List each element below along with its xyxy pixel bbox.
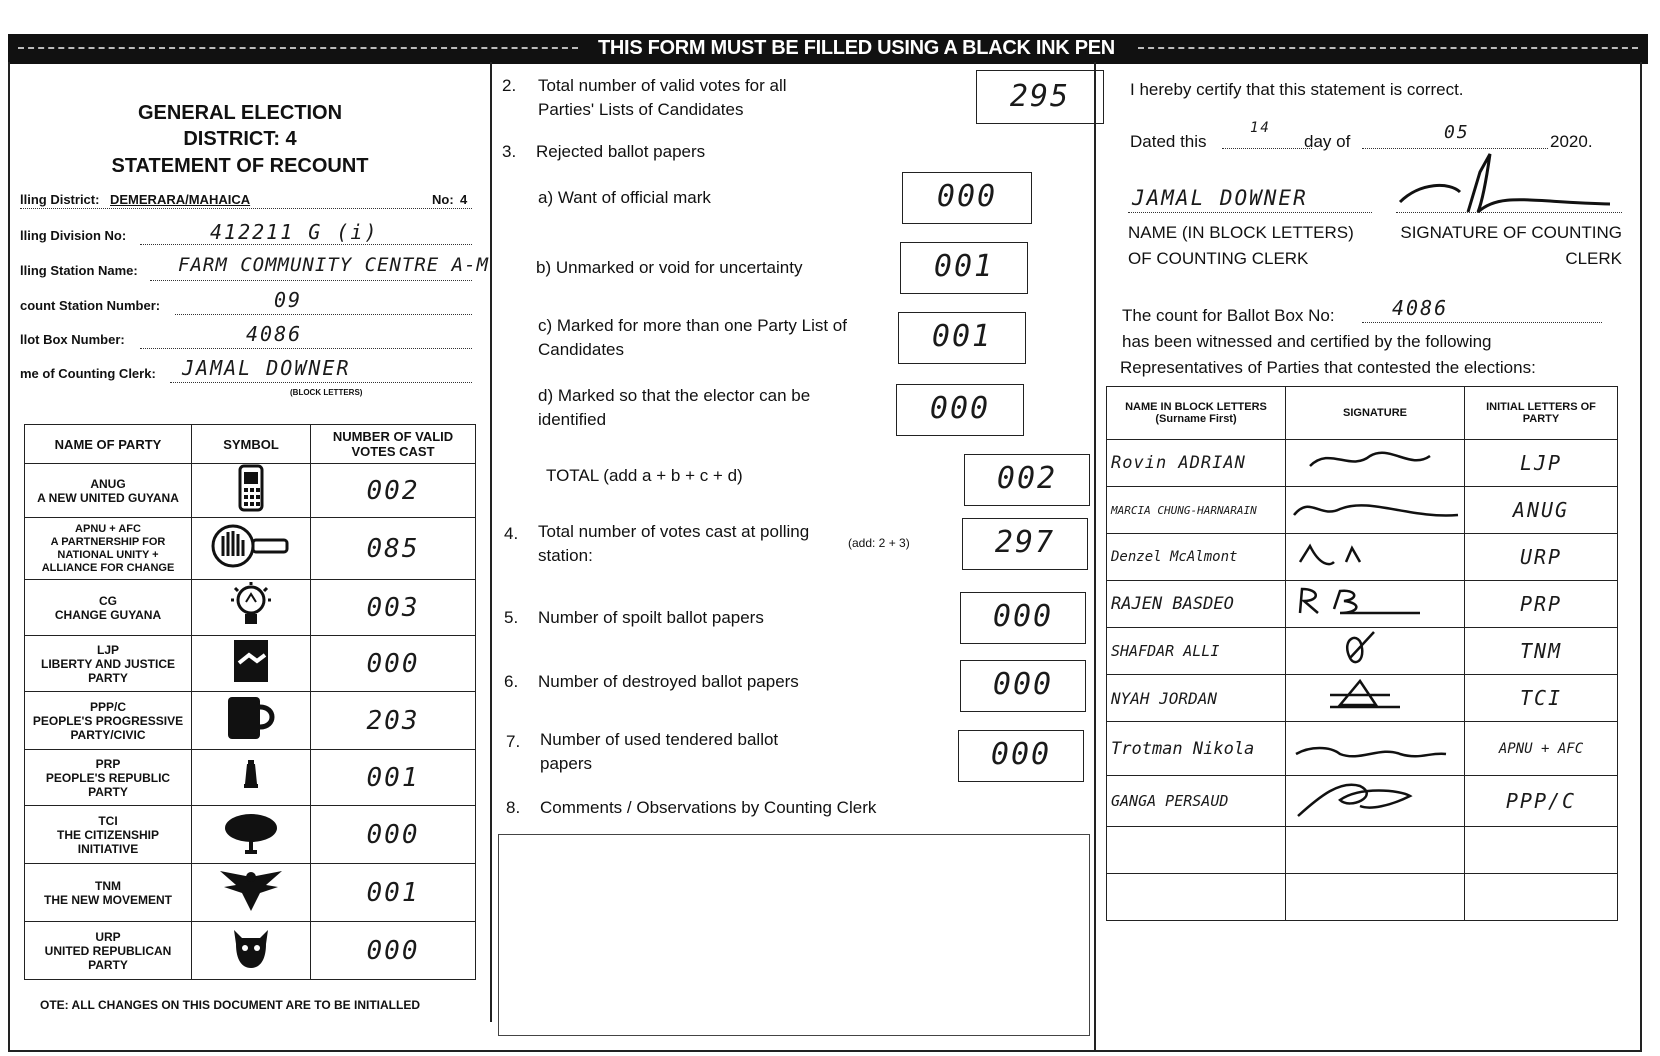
rep-row bbox=[1107, 534, 1618, 581]
rep-name bbox=[1107, 827, 1286, 874]
rep-row bbox=[1107, 581, 1618, 628]
party-name-cell bbox=[25, 750, 192, 806]
witness-text-2: Representatives of Parties that contested the elections: bbox=[1120, 358, 1536, 377]
party-row bbox=[25, 922, 476, 980]
party-row bbox=[25, 806, 476, 864]
item5-number: 5. bbox=[504, 608, 519, 627]
item8-text: Comments / Observations by Counting Clerk bbox=[540, 798, 877, 817]
rep-party: TCI bbox=[1465, 675, 1618, 722]
banner-text: THIS FORM MUST BE FILLED USING A BLACK INK PEN bbox=[598, 37, 1115, 59]
clerk-signature bbox=[1390, 152, 1620, 222]
title-district: DISTRICT: 4 bbox=[183, 128, 297, 150]
party-votes: 000 bbox=[311, 806, 476, 864]
party-name-cell bbox=[25, 636, 192, 692]
party-row bbox=[25, 580, 476, 636]
party-abbrev: TCI bbox=[98, 813, 118, 828]
party-row bbox=[25, 518, 476, 580]
column-divider-right bbox=[1094, 62, 1096, 1050]
party-votes: 085 bbox=[311, 518, 476, 580]
phone-icon bbox=[192, 464, 311, 518]
party-row bbox=[25, 750, 476, 806]
party-name-cell bbox=[25, 692, 192, 750]
form-banner bbox=[8, 34, 1648, 64]
rep-name: MARCIA CHUNG-HARNARAIN bbox=[1107, 487, 1286, 534]
item7-box: 000 bbox=[958, 730, 1084, 782]
rep-signature bbox=[1286, 827, 1465, 874]
clerk-name-label-1: NAME (IN BLOCK LETTERS) bbox=[1128, 223, 1354, 242]
header-rep-party: INITIAL LETTERS OF PARTY bbox=[1465, 387, 1618, 440]
day-of-label: day of bbox=[1304, 132, 1351, 151]
ballot-box-label: llot Box Number: bbox=[20, 332, 125, 347]
hand-key-icon bbox=[192, 518, 311, 580]
item3-text: Rejected ballot papers bbox=[536, 142, 706, 161]
polling-district-no-label: No: bbox=[432, 192, 454, 207]
item5-box: 000 bbox=[960, 592, 1086, 644]
handshake-icon bbox=[192, 636, 311, 692]
item3b-box: 001 bbox=[900, 242, 1028, 294]
party-fullname: CHANGE GUYANA bbox=[54, 607, 162, 622]
total-text: TOTAL (add a + b + c + d) bbox=[546, 466, 743, 485]
party-votes: 001 bbox=[311, 864, 476, 922]
party-abbrev: CG bbox=[99, 593, 117, 608]
item6-number: 6. bbox=[504, 672, 519, 691]
party-abbrev: PPP/C bbox=[89, 699, 126, 714]
item3-number: 3. bbox=[502, 142, 517, 161]
item2-text-1: Total number of valid votes for all bbox=[538, 76, 787, 95]
item7-text-2: papers bbox=[540, 754, 592, 773]
eagle-icon bbox=[192, 864, 311, 922]
dated-month-value: 05 bbox=[1444, 122, 1470, 143]
clerk-name-label bbox=[1128, 220, 1354, 272]
banner-rule-left bbox=[18, 47, 578, 49]
polling-division-value: 412211 G (i) bbox=[210, 220, 379, 244]
rep-signature bbox=[1286, 440, 1465, 487]
lamp-icon bbox=[192, 750, 311, 806]
party-row bbox=[25, 864, 476, 922]
header-party-name: NAME OF PARTY bbox=[25, 425, 192, 464]
polling-station-label: lling Station Name: bbox=[20, 263, 138, 278]
dated-month-line bbox=[1362, 148, 1548, 149]
party-votes: 203 bbox=[311, 692, 476, 750]
rep-signature bbox=[1286, 487, 1465, 534]
counting-clerk-label: me of Counting Clerk: bbox=[20, 366, 156, 381]
witness-text-1: has been witnessed and certified by the following bbox=[1122, 332, 1492, 351]
rep-row bbox=[1107, 776, 1618, 827]
dated-label: Dated this bbox=[1130, 132, 1207, 151]
polling-district-no-value: 4 bbox=[460, 192, 468, 207]
party-fullname-2: NATIONAL UNITY + bbox=[57, 548, 159, 561]
block-letters-note: (BLOCK LETTERS) bbox=[290, 388, 363, 397]
item7-number: 7. bbox=[506, 732, 521, 751]
item4-box: 297 bbox=[962, 518, 1088, 570]
reps-header bbox=[1107, 387, 1618, 440]
rep-row bbox=[1107, 628, 1618, 675]
rep-party: LJP bbox=[1465, 440, 1618, 487]
party-votes-table bbox=[24, 424, 476, 980]
rep-signature bbox=[1286, 534, 1465, 581]
party-fullname-1: PEOPLE'S REPUBLIC bbox=[45, 770, 171, 785]
item2-number: 2. bbox=[502, 76, 517, 95]
party-row bbox=[25, 692, 476, 750]
item4-number: 4. bbox=[504, 524, 519, 543]
header-votes: NUMBER OF VALID VOTES CAST bbox=[311, 425, 476, 464]
item3c-box: 001 bbox=[898, 312, 1026, 364]
rep-signature bbox=[1286, 722, 1465, 776]
item3d-text-1: d) Marked so that the elector can be bbox=[538, 386, 811, 405]
dated-day-value: 14 bbox=[1250, 120, 1271, 136]
tree-icon bbox=[192, 806, 311, 864]
item4-text bbox=[538, 520, 809, 568]
item3c-text-1: c) Marked for more than one Party List of bbox=[538, 316, 847, 335]
party-fullname-3: ALLIANCE FOR CHANGE bbox=[41, 561, 175, 574]
rep-name: SHAFDAR ALLI bbox=[1107, 628, 1286, 675]
party-row bbox=[25, 464, 476, 518]
rep-party: TNM bbox=[1465, 628, 1618, 675]
party-fullname-2: INITIATIVE bbox=[77, 841, 139, 856]
party-abbrev: ANUG bbox=[90, 476, 126, 491]
item3a-text: a) Want of official mark bbox=[538, 188, 711, 207]
ballot-box-line bbox=[140, 348, 472, 349]
party-fullname-1: UNITED REPUBLICAN bbox=[44, 943, 172, 958]
rep-party bbox=[1465, 874, 1618, 921]
item3c-text-2: Candidates bbox=[538, 340, 625, 359]
item3a-box: 000 bbox=[902, 172, 1032, 224]
party-fullname-2: PARTY bbox=[88, 784, 128, 799]
party-name-cell bbox=[25, 806, 192, 864]
header-symbol: SYMBOL bbox=[192, 425, 311, 464]
rep-signature bbox=[1286, 628, 1465, 675]
party-fullname-2: PARTY bbox=[88, 670, 128, 685]
rep-party: PRP bbox=[1465, 581, 1618, 628]
party-abbrev: APNU + AFC bbox=[75, 522, 141, 535]
rep-row bbox=[1107, 675, 1618, 722]
ballot-count-label: The count for Ballot Box No: bbox=[1122, 306, 1335, 325]
polling-district-value: DEMERARA/MAHAICA bbox=[110, 192, 251, 207]
party-fullname-1: A PARTNERSHIP FOR bbox=[50, 535, 166, 548]
comments-box bbox=[498, 834, 1090, 1036]
rep-name: Denzel McAlmont bbox=[1107, 534, 1286, 581]
ballot-count-line bbox=[1362, 322, 1602, 323]
rep-row bbox=[1107, 722, 1618, 776]
clerk-signature-label bbox=[1396, 220, 1622, 272]
party-fullname-1: THE CITIZENSHIP bbox=[56, 827, 159, 842]
polling-station-value: FARM COMMUNITY CENTRE A-M bbox=[178, 254, 489, 276]
banner-rule-right bbox=[1138, 47, 1638, 49]
polling-division-label: lling Division No: bbox=[20, 228, 127, 243]
rep-party: URP bbox=[1465, 534, 1618, 581]
recount-station-value: 09 bbox=[274, 288, 303, 312]
party-abbrev: TNM bbox=[95, 878, 121, 893]
rep-row bbox=[1107, 440, 1618, 487]
representatives-table bbox=[1106, 386, 1618, 921]
party-votes: 000 bbox=[311, 636, 476, 692]
title-general-election: GENERAL ELECTION bbox=[137, 102, 343, 124]
rep-signature bbox=[1286, 874, 1465, 921]
party-abbrev: PRP bbox=[95, 756, 121, 771]
rep-row-empty bbox=[1107, 827, 1618, 874]
party-votes: 000 bbox=[311, 922, 476, 980]
item2-text bbox=[538, 74, 787, 122]
item7-text-1: Number of used tendered ballot bbox=[540, 730, 779, 749]
header-rep-name: NAME IN BLOCK LETTERS (Surname First) bbox=[1107, 387, 1286, 440]
clerk-signature-label-2: CLERK bbox=[1565, 249, 1622, 268]
cup-icon bbox=[192, 692, 311, 750]
item4-note: (add: 2 + 3) bbox=[848, 536, 910, 550]
item2-valid-votes-box: 295 bbox=[976, 70, 1104, 124]
lightbulb-icon bbox=[192, 580, 311, 636]
item3c-text bbox=[538, 314, 847, 362]
rep-name: RAJEN BASDEO bbox=[1107, 581, 1286, 628]
rep-name bbox=[1107, 874, 1286, 921]
rep-signature bbox=[1286, 581, 1465, 628]
rep-party bbox=[1465, 827, 1618, 874]
rep-signature bbox=[1286, 675, 1465, 722]
item4-text-1: Total number of votes cast at polling bbox=[538, 522, 810, 541]
total-box: 002 bbox=[964, 454, 1090, 506]
party-name-cell bbox=[25, 464, 192, 518]
item6-text: Number of destroyed ballot papers bbox=[538, 672, 799, 691]
party-fullname: THE NEW MOVEMENT bbox=[44, 892, 172, 907]
dated-year: 2020. bbox=[1550, 132, 1593, 151]
party-abbrev: LJP bbox=[96, 642, 119, 657]
rep-party: ANUG bbox=[1465, 487, 1618, 534]
party-votes: 002 bbox=[311, 464, 476, 518]
item3d-text-2: identified bbox=[538, 410, 607, 429]
rep-row-empty bbox=[1107, 874, 1618, 921]
ballot-box-value: 4086 bbox=[246, 322, 303, 346]
rep-name: NYAH JORDAN bbox=[1107, 675, 1286, 722]
recount-station-label: count Station Number: bbox=[20, 298, 161, 313]
item8-number: 8. bbox=[506, 798, 521, 817]
rep-row bbox=[1107, 487, 1618, 534]
column-divider-left bbox=[490, 62, 492, 1022]
recount-station-line bbox=[175, 314, 472, 315]
rep-signature bbox=[1286, 776, 1465, 827]
polling-station-line bbox=[150, 280, 472, 281]
ballot-count-value: 4086 bbox=[1392, 296, 1449, 320]
clerk-name-label-2: OF COUNTING CLERK bbox=[1128, 249, 1309, 268]
rep-party: APNU + AFC bbox=[1465, 722, 1618, 776]
clerk-name-line bbox=[1128, 212, 1372, 213]
cow-icon bbox=[192, 922, 311, 980]
party-row bbox=[25, 636, 476, 692]
clerk-signature-label-1: SIGNATURE OF COUNTING bbox=[1400, 223, 1622, 242]
title-statement: STATEMENT OF RECOUNT bbox=[111, 155, 369, 177]
item3b-text: b) Unmarked or void for uncertainty bbox=[536, 258, 803, 277]
item4-text-2: station: bbox=[538, 546, 593, 565]
counting-clerk-value: JAMAL DOWNER bbox=[182, 356, 351, 380]
party-fullname-2: PARTY bbox=[88, 957, 128, 972]
dated-day-line bbox=[1222, 148, 1312, 149]
party-name-cell bbox=[25, 518, 192, 580]
footnote: OTE: ALL CHANGES ON THIS DOCUMENT ARE TO BE INITIALLED bbox=[40, 998, 421, 1012]
party-name-cell bbox=[25, 922, 192, 980]
party-votes: 003 bbox=[311, 580, 476, 636]
item3d-box: 000 bbox=[896, 384, 1024, 436]
item7-text bbox=[540, 728, 778, 776]
party-votes: 001 bbox=[311, 750, 476, 806]
rep-party: PPP/C bbox=[1465, 776, 1618, 827]
party-fullname-1: PEOPLE'S PROGRESSIVE bbox=[32, 713, 184, 728]
party-fullname-1: LIBERTY AND JUSTICE bbox=[40, 656, 175, 671]
item5-text: Number of spoilt ballot papers bbox=[538, 608, 764, 627]
certify-text: I hereby certify that this statement is correct. bbox=[1130, 80, 1464, 99]
item3d-text bbox=[538, 384, 810, 432]
header-rep-signature: SIGNATURE bbox=[1286, 387, 1465, 440]
party-fullname: A NEW UNITED GUYANA bbox=[37, 490, 179, 505]
rep-name: GANGA PERSAUD bbox=[1107, 776, 1286, 827]
rep-name: Rovin ADRIAN bbox=[1107, 440, 1286, 487]
polling-division-line bbox=[140, 244, 472, 245]
party-table-header bbox=[25, 425, 476, 464]
counting-clerk-line bbox=[170, 382, 472, 383]
item6-box: 000 bbox=[960, 660, 1086, 712]
party-name-cell bbox=[25, 864, 192, 922]
item2-text-2: Parties' Lists of Candidates bbox=[538, 100, 744, 119]
clerk-name-handwritten: JAMAL DOWNER bbox=[1132, 186, 1308, 210]
rep-name: Trotman Nikola bbox=[1107, 722, 1286, 776]
polling-district-label: lling District: bbox=[20, 192, 100, 207]
party-abbrev: URP bbox=[95, 929, 121, 944]
party-name-cell bbox=[25, 580, 192, 636]
party-fullname-2: PARTY/CIVIC bbox=[70, 727, 146, 742]
polling-district-line bbox=[20, 208, 472, 209]
